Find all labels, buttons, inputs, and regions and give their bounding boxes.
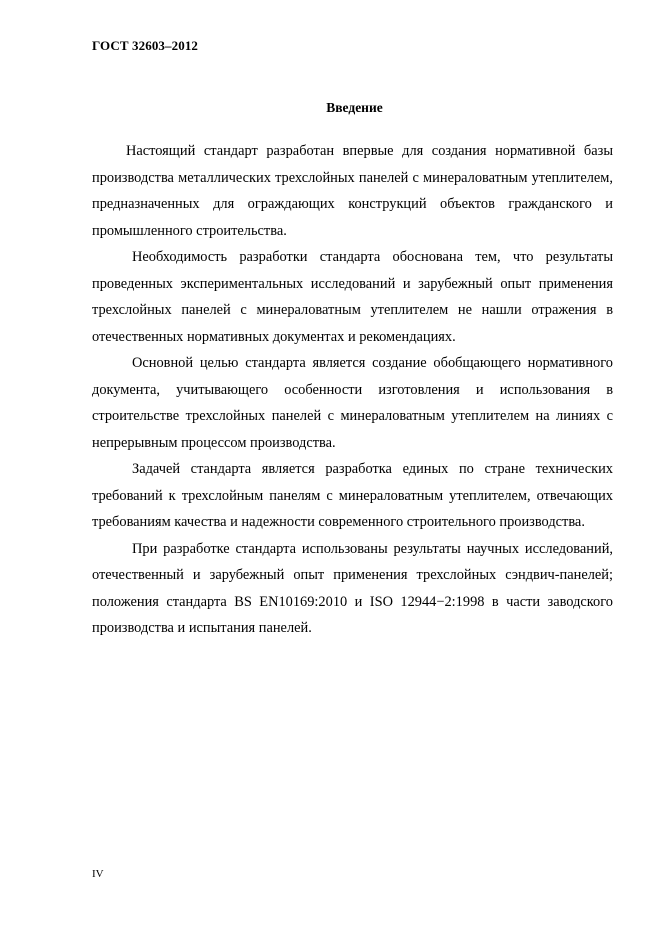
paragraph-5: При разработке стандарта использованы результаты научных исследований, отечественный и зарубежный опыт применения трехслойных сэндвич-панелей; положения стандарта BS EN10169:2010 и ISO 12944−2:1998 в части заводского производства и испытания панелей.	[92, 540, 613, 636]
paragraph-2: Необходимость разработки стандарта обоснована тем, что результаты проведенных экспериментальных исследований и зарубежный опыт применения трехслойных панелей с минераловатным утеплителем не нашли отражения в отечественных нормативных документах и рекомендациях.	[92, 249, 613, 345]
section-title: Введение	[326, 100, 383, 115]
standard-code-header: ГОСТ 32603–2012	[92, 38, 199, 53]
paragraph-3: Основной целью стандарта является создание обобщающего нормативного документа, учитывающего особенности изготовления и использования в строительстве трехслойных панелей с минераловатным утеплителем на линиях с непрерывным процессом производства.	[92, 355, 613, 451]
paragraph-4: Задачей стандарта является разработка единых по стране технических требований к трехслойным панелям с минераловатным утеплителем, отвечающих требованиям качества и надежности современного строительного производства.	[92, 461, 613, 530]
page-number: IV	[92, 868, 104, 880]
paragraph-1: Настоящий стандарт разработан впервые для создания нормативной базы производства металлических трехслойных панелей с минераловатным утеплителем, предназначенных для ограждающих конструкций объектов гражданского и промышленного строительства.	[92, 143, 613, 239]
introduction-body	[92, 138, 613, 642]
